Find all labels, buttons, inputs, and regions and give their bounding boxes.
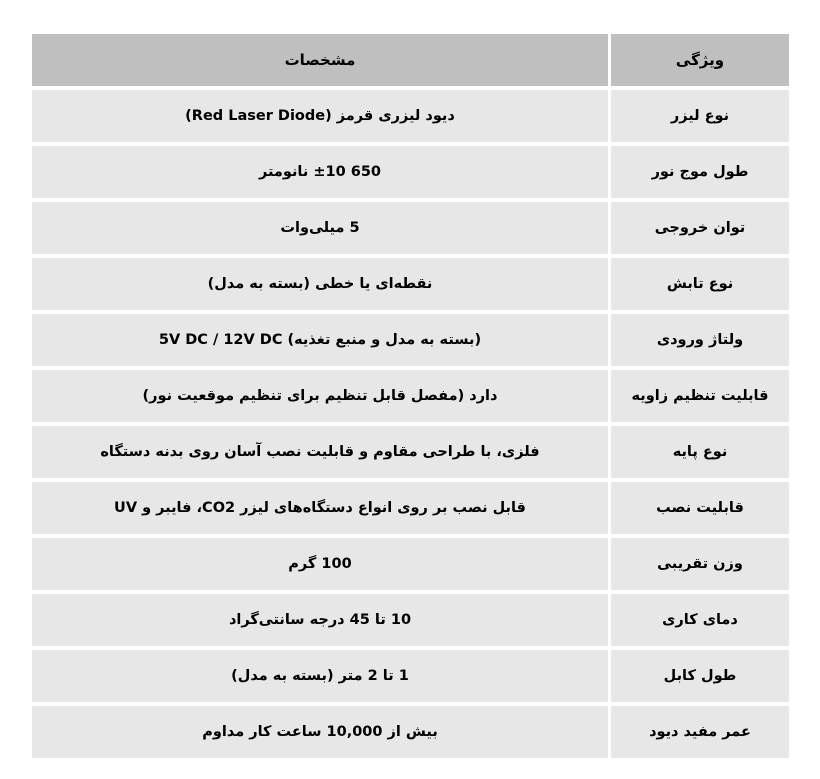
feature-cell: نوع لیزر (608, 90, 789, 146)
spec-cell (32, 146, 608, 202)
feature-cell: ولتاژ ورودی (608, 314, 789, 370)
table-row (32, 370, 789, 426)
spec-cell (32, 314, 608, 370)
feature-cell: توان خروجی (608, 202, 789, 258)
spec-cell (32, 370, 608, 426)
table-row (32, 594, 789, 650)
spec-text: 100 گرم (288, 556, 352, 572)
table-row (32, 426, 789, 482)
spec-cell (32, 90, 608, 146)
spec-cell (32, 594, 608, 650)
spec-cell (32, 538, 608, 594)
spec-text: قابل نصب بر روی انواع دستگاه‌های لیزر CO2، فایبر و UV (114, 500, 526, 516)
table-row (32, 482, 789, 538)
spec-text: فلزی، با طراحی مقاوم و قابلیت نصب آسان روی بدنه دستگاه (100, 444, 540, 460)
spec-text: بیش از 10,000 ساعت کار مداوم (202, 724, 438, 740)
feature-cell: طول موج نور (608, 146, 789, 202)
feature-cell: عمر مفید دیود (608, 706, 789, 762)
spec-text: 10 تا 45 درجه سانتی‌گراد (228, 612, 412, 628)
spec-cell (32, 426, 608, 482)
table-header-row (32, 34, 789, 90)
table-row (32, 90, 789, 146)
spec-cell (32, 258, 608, 314)
header-spec: مشخصات (32, 34, 608, 90)
spec-cell (32, 706, 608, 762)
spec-text: 650 ±10 نانومتر (258, 164, 382, 180)
feature-cell: نوع تابش (608, 258, 789, 314)
spec-text: 5V DC / 12V DC (بسته به مدل و منبع تغذیه) (158, 332, 482, 348)
spec-cell (32, 202, 608, 258)
table-row (32, 146, 789, 202)
table-row (32, 650, 789, 706)
feature-cell: نوع پایه (608, 426, 789, 482)
table-row (32, 258, 789, 314)
table-row (32, 538, 789, 594)
header-feature: ویژگی (608, 34, 789, 90)
feature-cell: وزن تقریبی (608, 538, 789, 594)
feature-cell: دمای کاری (608, 594, 789, 650)
table-row (32, 314, 789, 370)
spec-text: 1 تا 2 متر (بسته به مدل) (231, 668, 409, 684)
spec-cell (32, 650, 608, 706)
table-row (32, 706, 789, 762)
table-row (32, 202, 789, 258)
spec-text: دارد (مفصل قابل تنظیم برای تنظیم موقعیت نور) (142, 388, 498, 404)
spec-text: نقطه‌ای یا خطی (بسته به مدل) (207, 276, 433, 292)
spec-text: 5 میلی‌وات (280, 220, 360, 236)
feature-cell: طول کابل (608, 650, 789, 706)
feature-cell: قابلیت نصب (608, 482, 789, 538)
spec-table (32, 34, 789, 762)
spec-text: دیود لیزری قرمز (Red Laser Diode) (185, 108, 455, 124)
spec-cell (32, 482, 608, 538)
feature-cell: قابلیت تنظیم زاویه (608, 370, 789, 426)
